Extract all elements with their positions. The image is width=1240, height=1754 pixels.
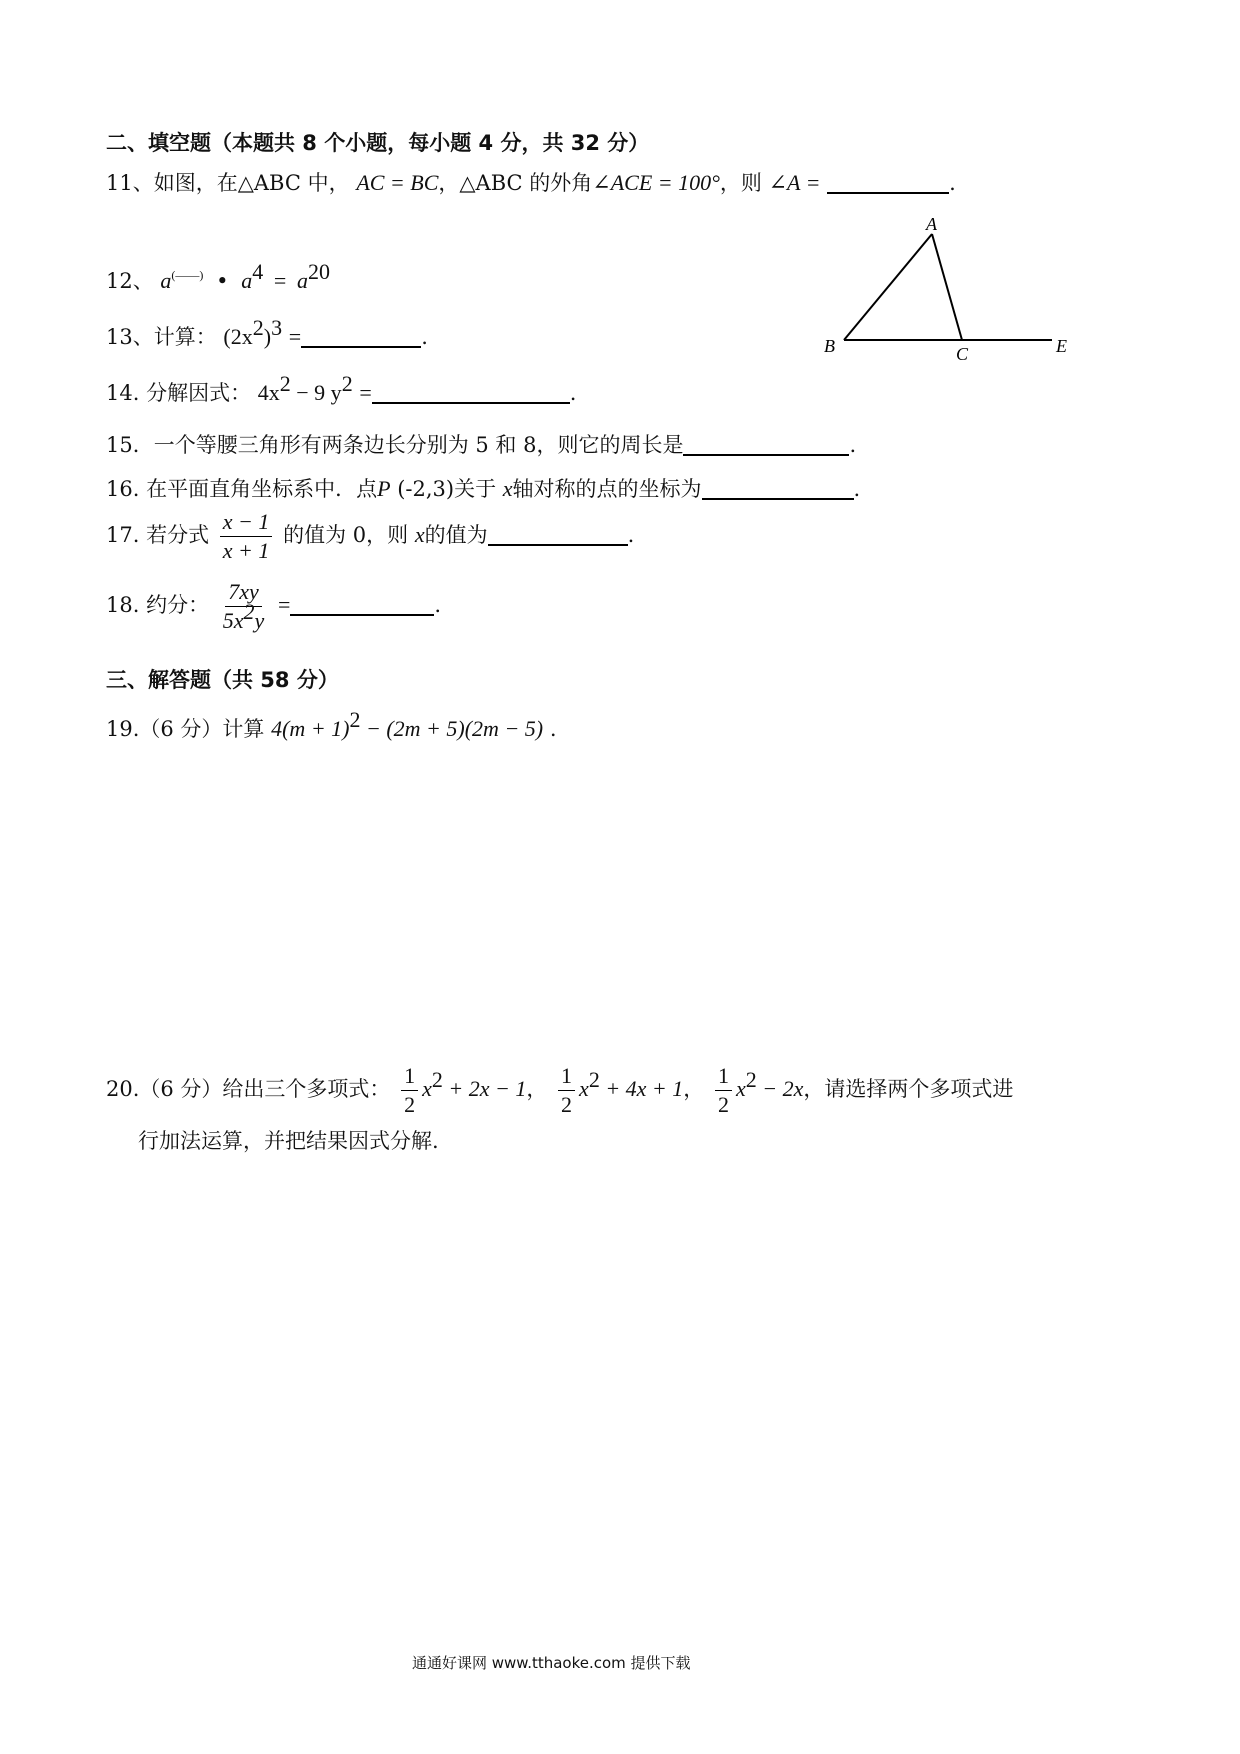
- fraction-denominator: 2: [717, 1092, 729, 1117]
- question-text: 18. 约分：: [106, 593, 210, 617]
- math-variable: P: [377, 476, 391, 501]
- question-13: [106, 315, 428, 352]
- math-expression: + 4x + 1: [599, 1076, 684, 1101]
- separator: ，: [526, 1077, 548, 1101]
- fraction-numerator: 1: [401, 1064, 418, 1091]
- question-text: 的值为: [424, 523, 488, 547]
- answer-blank[interactable]: [702, 476, 854, 500]
- math-variable: x: [579, 1076, 589, 1101]
- period: .: [434, 593, 442, 617]
- math-expression: 5x: [222, 608, 244, 633]
- math-expression: (2x: [223, 324, 253, 349]
- triangle-figure: [820, 210, 1080, 370]
- fraction: [220, 510, 273, 563]
- equals-sign: =: [277, 592, 291, 617]
- question-text: (-2,3)关于: [390, 477, 497, 501]
- period: .: [849, 433, 857, 457]
- fraction-half: [558, 1064, 575, 1117]
- equals-sign: =: [273, 268, 287, 293]
- math-exponent: 2: [243, 599, 255, 624]
- section-title-fill-in: 二、填空题（本题共 8 个小题，每小题 4 分，共 32 分）: [106, 131, 650, 155]
- answer-blank[interactable]: [301, 324, 421, 348]
- answer-blank[interactable]: [827, 170, 949, 194]
- separator: ，: [683, 1077, 705, 1101]
- math-base: a: [296, 268, 308, 293]
- question-text: 15．一个等腰三角形有两条边长分别为 5 和 8，则它的周长是: [106, 433, 684, 457]
- equals-sign: =: [288, 324, 302, 349]
- math-variable: x: [422, 1076, 432, 1101]
- section-title-answers: 三、解答题（共 58 分）: [106, 668, 339, 692]
- math-expression: − (2m + 5)(2m − 5): [360, 716, 544, 741]
- fraction-numerator: 1: [715, 1064, 732, 1091]
- math-exponent: 20: [307, 259, 330, 284]
- math-exponent: 2: [279, 371, 291, 396]
- math-expression: 4(m + 1): [271, 716, 350, 741]
- question-17: [106, 510, 634, 563]
- math-base: a: [160, 268, 172, 293]
- question-number: 11、: [106, 171, 154, 195]
- fraction-denominator: x + 1: [222, 538, 270, 563]
- math-expression: ): [263, 324, 272, 349]
- question-number: 12、: [106, 269, 154, 293]
- segment-ab: [844, 234, 932, 340]
- vertex-label-a: A: [926, 214, 937, 234]
- fraction-denominator: [220, 599, 268, 633]
- math-expression: + 2x − 1: [442, 1076, 527, 1101]
- math-exponent: 2: [252, 315, 264, 340]
- period: .: [569, 381, 577, 405]
- math-exponent: 4: [252, 259, 264, 284]
- question-15: [106, 430, 856, 460]
- vertex-label-c: C: [956, 344, 969, 364]
- math-exponent: 2: [745, 1067, 757, 1092]
- question-text: 的值为 0，则: [283, 523, 409, 547]
- question-text: 如图，在△ABC 中，: [153, 171, 350, 195]
- math-exponent: 2: [341, 371, 353, 396]
- question-text: 13、计算：: [106, 325, 217, 349]
- question-11: [106, 168, 956, 198]
- vertex-label-e: E: [1056, 336, 1067, 356]
- fraction-half: [715, 1064, 732, 1117]
- question-20: [106, 1064, 1013, 1117]
- math-variable: x: [502, 476, 513, 501]
- question-12: [106, 259, 330, 296]
- math-expression: ∠ACE = 100°: [592, 170, 720, 195]
- vertex-label-b: B: [824, 336, 835, 356]
- answer-blank[interactable]: [372, 380, 570, 404]
- question-16: [106, 474, 860, 504]
- math-exponent: 2: [588, 1067, 600, 1092]
- math-exponent: 2: [431, 1067, 443, 1092]
- fraction-half: [401, 1064, 418, 1117]
- question-14: [106, 371, 577, 408]
- question-text: ，请选择两个多项式进: [803, 1077, 1014, 1101]
- question-text: 14. 分解因式：: [106, 381, 252, 405]
- question-18: [106, 580, 441, 633]
- question-text: 19.（6 分）计算: [106, 717, 272, 741]
- math-base: a: [241, 268, 253, 293]
- period: .: [627, 523, 635, 547]
- fraction-numerator: x − 1: [220, 510, 273, 537]
- answer-blank[interactable]: [683, 432, 849, 456]
- period: .: [853, 477, 861, 501]
- math-expression: − 9 y: [290, 380, 342, 405]
- math-expression: − 2x: [756, 1076, 804, 1101]
- page-footer: 通通好课网 www.tthaoke.com 提供下载: [412, 1654, 691, 1672]
- math-expression: AC = BC: [356, 170, 439, 195]
- fraction-denominator: 2: [561, 1092, 573, 1117]
- question-20-continuation: 行加法运算，并把结果因式分解.: [138, 1129, 439, 1153]
- period: .: [421, 325, 428, 349]
- math-variable: x: [735, 1076, 746, 1101]
- segment-ac: [932, 234, 962, 340]
- question-text: ，△ABC 的外角: [438, 171, 593, 195]
- multiply-dot: •: [216, 269, 229, 293]
- answer-exponent-blank[interactable]: (——): [171, 268, 204, 282]
- math-exponent: 2: [349, 707, 361, 732]
- question-text: 20.（6 分）给出三个多项式：: [106, 1077, 391, 1101]
- answer-blank[interactable]: [290, 592, 434, 616]
- question-text: 轴对称的点的坐标为: [512, 477, 702, 501]
- question-text: 16. 在平面直角坐标系中．点: [106, 477, 378, 501]
- fraction-numerator: 1: [558, 1064, 575, 1091]
- math-expression: 4x: [257, 380, 280, 405]
- question-19: [106, 707, 557, 744]
- answer-blank[interactable]: [488, 522, 628, 546]
- equals-sign: =: [359, 380, 372, 405]
- question-text: ，则: [719, 171, 762, 195]
- fraction-denominator: 2: [404, 1092, 416, 1117]
- math-expression: ∠A =: [768, 170, 821, 195]
- math-exponent: 3: [271, 315, 283, 340]
- math-variable: x: [414, 522, 425, 547]
- math-expression: y: [254, 608, 265, 633]
- period: .: [549, 717, 557, 741]
- period: .: [949, 171, 956, 195]
- question-text: 17. 若分式: [106, 523, 210, 547]
- fraction-numerator: 7xy: [225, 580, 262, 607]
- fraction: [220, 580, 268, 633]
